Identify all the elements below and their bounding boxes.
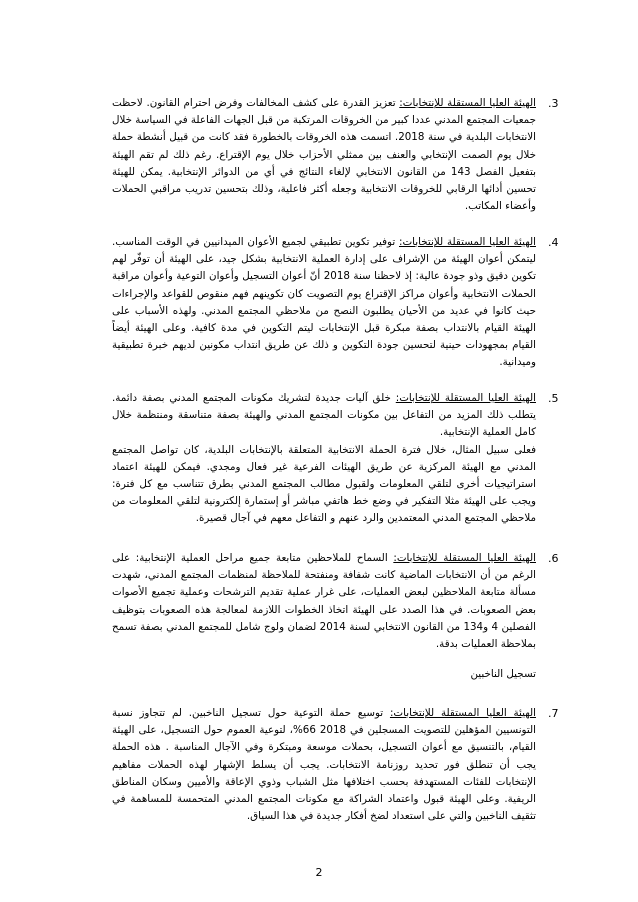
- recommendation-item: [112, 390, 536, 528]
- item-heading: الهيئة العليا المستقلة للإنتخابات:: [398, 236, 536, 248]
- recommendation-item: [112, 95, 536, 215]
- item-heading: الهيئة العليا المستقلة للإنتخابات:: [393, 552, 536, 564]
- page-number: 2: [315, 866, 323, 879]
- item-paragraph: [112, 390, 536, 442]
- item-paragraph: [112, 550, 536, 653]
- item-body: خلق آليات جديدة لتشريك مكونات المجتمع المدني بصفة دائمة. يتطلب ذلك المزيد من التفاعل بين مكونات المجتمع المدني والهيئة بصفة متناسقة ومنتظمة خلال كامل العملية الإنتخابية.: [112, 392, 536, 439]
- item-heading: الهيئة العليا المستقلة للإنتخابات:: [399, 97, 536, 109]
- item-paragraph-continued: فعلى سبيل المثال، خلال فترة الحملة الانتخابية المتعلقة بالإنتخابات البلدية، كان تواصل المجتمع المدني مع الهيئة المركزية عن طريق الهيئات الفرعية غير فعال ومجدي. فيمكن للهيئة اعتماد استراتيجيات أخرى لتلقي المعلومات ولقبول مطالب المجتمع المدني بطرق تتناسب مع كل فترة: ويجب على الهيئة مثلا التفكير في وضع خط هاتفي مباشر أو إستمارة إلكترونية لتلقي المعلومات من ملاحظي المجتمع المدني المعتمدين والرد عنهم و التفاعل معهم في آجال قصيرة.: [112, 443, 536, 525]
- item-heading: الهيئة العليا المستقلة للإنتخابات:: [389, 707, 536, 719]
- item-number: .4: [548, 236, 559, 249]
- item-body: تعزيز القدرة على كشف المخالفات وفرض احترام القانون. لاحظت جمعيات المجتمع المدني عددا كبير من الخروقات المرتكبة من قبل الجهات الفاعلة في السياسة خلال الانتخابات البلدية في سنة 2018. اتسمت هذه الخروقات بالخطورة فقد كانت من قبيل أنشطة حملة خلال يوم الصمت الإنتخابي والعنف بين ممثلي الأحزاب خلال يوم الإقتراع. رغم ذلك لم تقم الهيئة بتفعيل الفصل 143 من القانون الانتخابي لإلغاء النتائج في أي من الدوائر الإنتخابية. يمكن للهيئة تحسين أدائها الرقابي للخروقات الانتخابية وجعله أكثر فاعلية، وذلك بتحسين تدريب مراقبي الحملات وأعضاء المكاتب.: [112, 97, 536, 213]
- recommendation-item: [112, 550, 536, 653]
- item-heading: الهيئة العليا المستقلة للإنتخابات:: [395, 392, 536, 404]
- item-number: .3: [548, 97, 559, 110]
- item-body: السماح للملاحظين متابعة جميع مراحل العملية الإنتخابية: على الرغم من أن الانتخابات الماضية كانت شفافة ومنفتحة للملاحظة لمنظمات المجتمع المدني، شهدت مسألة متابعة الملاحظين لبعض العمليات، على غرار عملية تقديم الترشحات وعملية تجميع الأصوات بعض الصعوبات. في هذا الصدد على الهيئة اتخاذ الخطوات اللازمة لمعالجة هذه الصعوبات بتوظيف الفصلين 4 و134 من القانون الانتخابي لسنة 2014 لضمان ولوج شامل للمجتمع المدني بصفة تسمح بملاحظة العمليات بدقة.: [112, 552, 537, 651]
- item-paragraph: [112, 95, 536, 215]
- item-number: .5: [548, 392, 559, 405]
- recommendation-item: [112, 705, 536, 825]
- item-number: .6: [548, 552, 559, 565]
- item-body: توسيع حملة التوعية حول تسجيل الناخبين. لم تتجاوز نسبة التونسيين المؤهلين للتصويت المسجلين في 2018 66%، لتوعية العموم حول التسجيل، على الهيئة القيام، بالتنسيق مع أعوان التسجيل، بحملات موسعة ومبتكرة وفي الآجال المناسبة . هذه الحملة يجب أن تنطلق فور تحديد روزنامة الانتخابات. يجب أن يسلط الإشهار لهذه الحملات مفاهيم الإنتخابات للفئات المستهدفة بحسب اختلافها مثل الشباب وذوي الإعاقة والأميين وسكان المناطق الريفية. وعلى الهيئة قبول واعتماد الشراكة مع مكونات المجتمع المدني المتحمسة للمساهمة في تثقيف الناخبين والتي على استعداد لضخ أفكار جديدة في هذا السياق.: [112, 707, 536, 823]
- recommendation-item: [112, 234, 536, 372]
- item-body: توفير تكوين تطبيقي لجميع الأعوان الميدانيين في الوقت المناسب. ليتمكن أعوان الهيئة من الإشراف على إدارة العملية الانتخابية بشكل جيد، على الهيئة أن توفّر لهم تكوين دقيق وذو جودة عالية: إذ لاحظنا سنة 2018 أنّ أعوان التسجيل وأعوان التوعية وأعوان مراقبة الحملات الانتخابية وأعوان مراكز الإقتراع يوم التصويت كان تكوينهم فهم منقوص للقواعد والإجراءات حيث كانوا في عديد من الأحيان يطلبون النصح من ملاحظي المجتمع المدني. ولهذه الأسباب على الهيئة القيام بالانتداب بصفة مبكرة قبل الإنتخابات ليتم التكوين في مدة كافية. وعلى الهيئة أيضاً القيام بمجهودات حينية لتحسين جودة التكوين و ذلك عن طريق انتداب مكونين لديهم خبرة تطبيقية وميدانية.: [112, 236, 536, 369]
- section-heading: تسجيل الناخبين: [470, 668, 536, 680]
- item-number: .7: [548, 707, 559, 720]
- item-paragraph: [112, 705, 536, 825]
- item-paragraph: [112, 234, 536, 372]
